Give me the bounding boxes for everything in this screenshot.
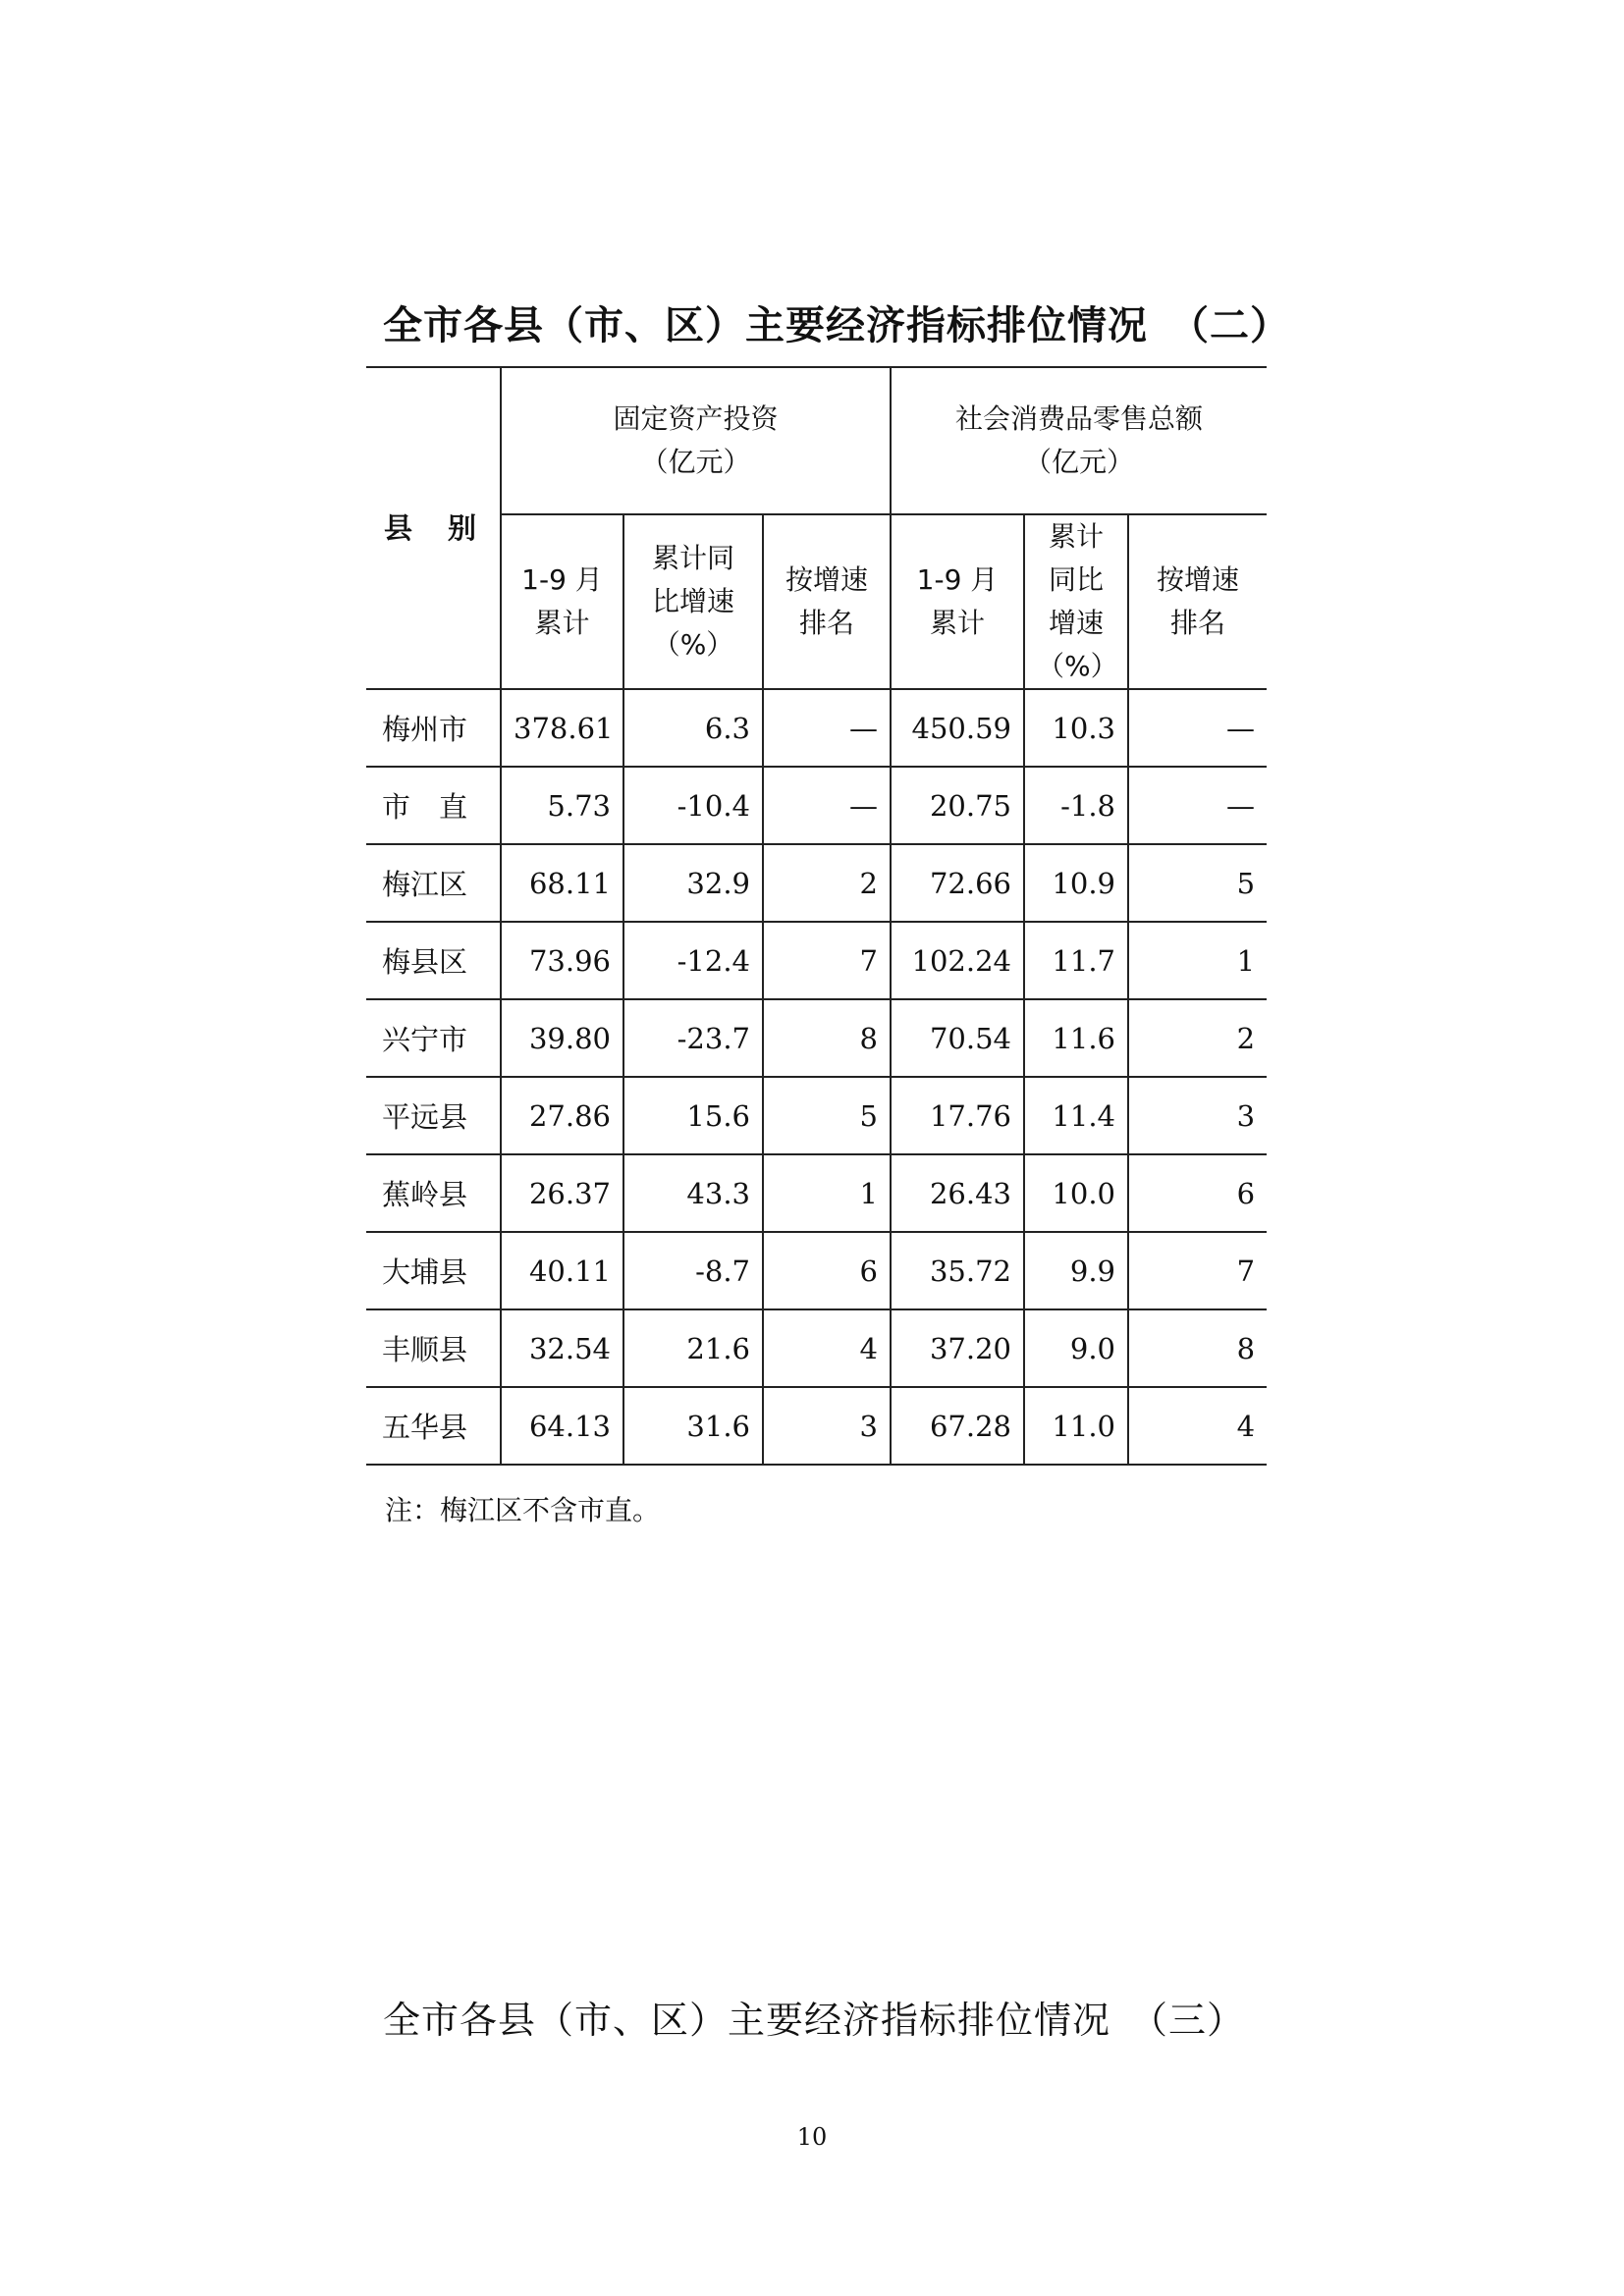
fixed-asset-investment-header: 固定资产投资 （亿元） [501,367,891,514]
value-cell: 15.6 [623,1077,763,1154]
next-table-title-suffix: （三） [1130,1999,1246,2042]
table-row [366,1232,1267,1309]
table-note: 注：梅江区不含市直。 [385,1494,661,1526]
value-cell: 1 [1128,922,1267,999]
value-cell: 6 [1128,1154,1267,1232]
value-cell: 5 [1128,844,1267,922]
value-cell: 11.0 [1024,1387,1128,1465]
value-cell: 27.86 [501,1077,623,1154]
value-cell: 11.4 [1024,1077,1128,1154]
county-name-cell: 平远县 [366,1077,501,1154]
value-cell: 7 [763,922,891,999]
county-name-cell: 丰顺县 [366,1309,501,1387]
retail-sales-header: 社会消费品零售总额 （亿元） [891,367,1267,514]
table-row [366,1077,1267,1154]
county-name-cell: 市 直 [366,767,501,844]
value-cell: 31.6 [623,1387,763,1465]
fai-growth-header: 累计同 比增速 （%） [623,514,763,689]
table-row [366,999,1267,1077]
value-cell: 4 [1128,1387,1267,1465]
table-title-suffix: （二） [1169,303,1290,348]
value-cell: 32.54 [501,1309,623,1387]
county-name-cell: 大埔县 [366,1232,501,1309]
value-cell: — [763,689,891,767]
value-cell: 10.0 [1024,1154,1128,1232]
next-table-title-main: 全市各县（市、区）主要经济指标排位情况 [383,1999,1111,2042]
value-cell: 10.9 [1024,844,1128,922]
value-cell: 1 [763,1154,891,1232]
table-title-main: 全市各县（市、区）主要经济指标排位情况 [383,303,1148,348]
value-cell: -10.4 [623,767,763,844]
table-row [366,767,1267,844]
value-cell: 2 [763,844,891,922]
table-row [366,922,1267,999]
value-cell: 102.24 [891,922,1024,999]
value-cell: 11.6 [1024,999,1128,1077]
next-table-title [383,1990,1245,2044]
table-row [366,689,1267,767]
value-cell: 26.37 [501,1154,623,1232]
table-row [366,844,1267,922]
table-row [366,1309,1267,1387]
value-cell: 37.20 [891,1309,1024,1387]
value-cell: -1.8 [1024,767,1128,844]
value-cell: 2 [1128,999,1267,1077]
value-cell: 68.11 [501,844,623,922]
value-cell: 3 [1128,1077,1267,1154]
header-row-1 [366,367,1267,514]
page-number: 10 [796,2123,828,2151]
value-cell: 26.43 [891,1154,1024,1232]
value-cell: -23.7 [623,999,763,1077]
value-cell: 5 [763,1077,891,1154]
fai-rank-header: 按增速 排名 [763,514,891,689]
retail-rank-header: 按增速 排名 [1128,514,1267,689]
value-cell: 5.73 [501,767,623,844]
county-column-header: 县 别 [366,367,501,689]
value-cell: 450.59 [891,689,1024,767]
value-cell: — [763,767,891,844]
indicator-table [366,366,1267,1466]
value-cell: 39.80 [501,999,623,1077]
value-cell: 32.9 [623,844,763,922]
county-name-cell: 蕉岭县 [366,1154,501,1232]
value-cell: 11.7 [1024,922,1128,999]
value-cell: 4 [763,1309,891,1387]
county-name-cell: 梅县区 [366,922,501,999]
value-cell: — [1128,767,1267,844]
value-cell: 8 [763,999,891,1077]
county-name-cell: 五华县 [366,1387,501,1465]
value-cell: 40.11 [501,1232,623,1309]
county-name-cell: 梅江区 [366,844,501,922]
county-name-cell: 梅州市 [366,689,501,767]
value-cell: 67.28 [891,1387,1024,1465]
value-cell: 17.76 [891,1077,1024,1154]
value-cell: 9.0 [1024,1309,1128,1387]
value-cell: 70.54 [891,999,1024,1077]
header-row-2 [366,514,1267,689]
value-cell: 20.75 [891,767,1024,844]
value-cell: 73.96 [501,922,623,999]
value-cell: -8.7 [623,1232,763,1309]
value-cell: 64.13 [501,1387,623,1465]
value-cell: 7 [1128,1232,1267,1309]
value-cell: 6 [763,1232,891,1309]
table-row [366,1154,1267,1232]
value-cell: 6.3 [623,689,763,767]
value-cell: 72.66 [891,844,1024,922]
value-cell: 378.61 [501,689,623,767]
value-cell: 35.72 [891,1232,1024,1309]
county-name-cell: 兴宁市 [366,999,501,1077]
table-row [366,1387,1267,1465]
value-cell: 3 [763,1387,891,1465]
value-cell: 9.9 [1024,1232,1128,1309]
fai-cumulative-header: 1-9 月 累计 [501,514,623,689]
value-cell: -12.4 [623,922,763,999]
retail-growth-header: 累计 同比 增速 （%） [1024,514,1128,689]
value-cell: 43.3 [623,1154,763,1232]
value-cell: — [1128,689,1267,767]
value-cell: 8 [1128,1309,1267,1387]
value-cell: 21.6 [623,1309,763,1387]
value-cell: 10.3 [1024,689,1128,767]
retail-cumulative-header: 1-9 月 累计 [891,514,1024,689]
table-title [383,294,1290,350]
